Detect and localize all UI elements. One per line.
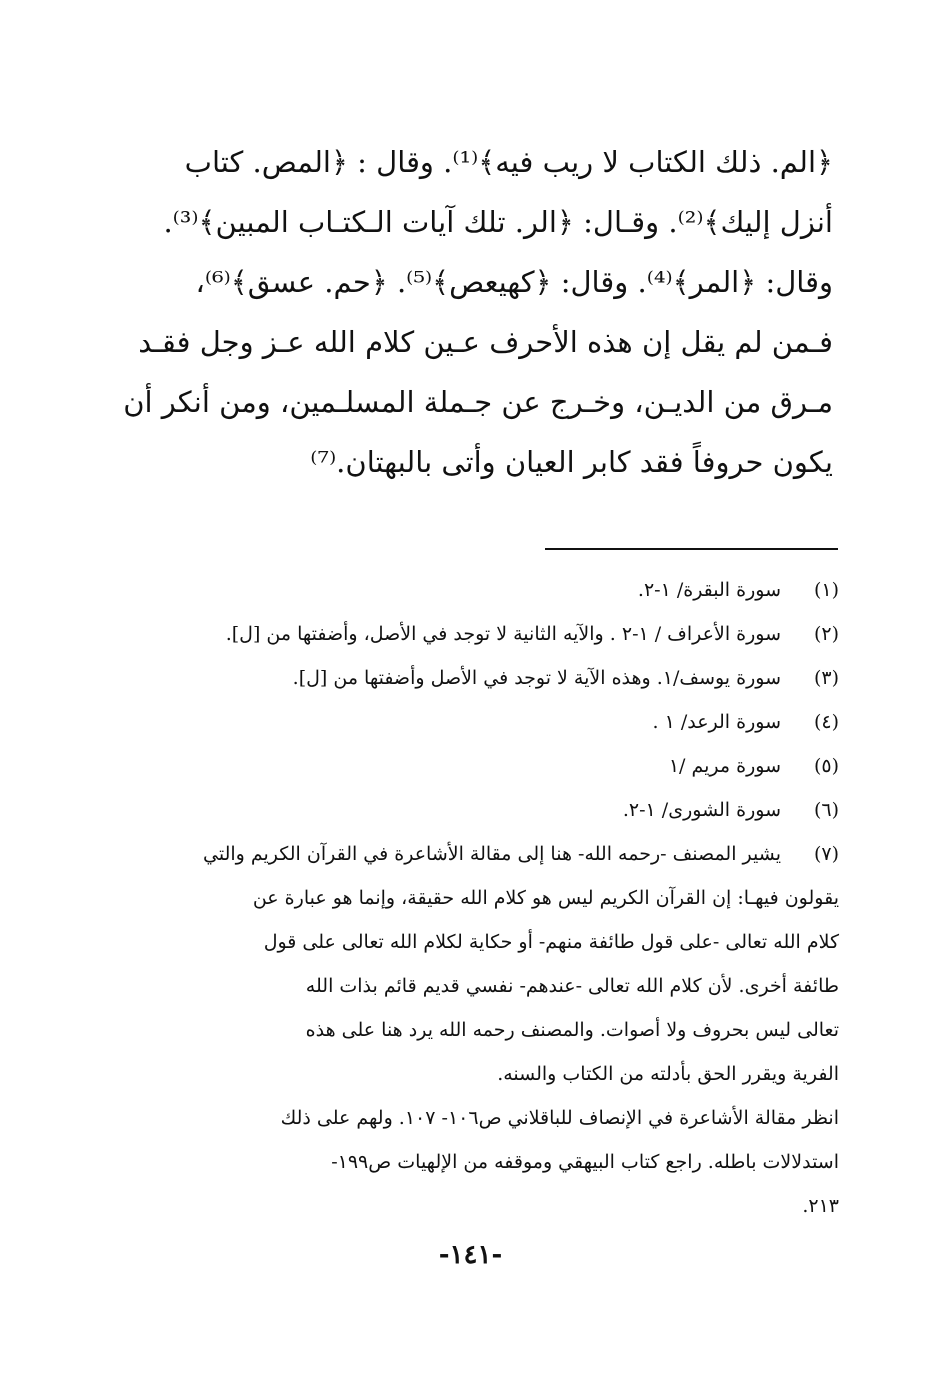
footnote-number: (٣) — [813, 667, 839, 689]
footnote-text: سورة الأعراف / ١-٢ . والآيه الثانية لا توجد في الأصل، وأضفتها من [ل]. — [225, 623, 781, 645]
footnote-text: استدلالات باطله. راجع كتاب البيهقي وموقفه من الإلهيات ص١٩٩- — [331, 1151, 839, 1173]
footnote-number: (٦) — [813, 799, 839, 821]
footnote-text: كلام الله تعالى -على قول طائفة منهم- أو حكاية لكلام الله تعالى على قول — [263, 931, 839, 953]
footnote-2 — [99, 612, 839, 656]
footnote-separator — [545, 548, 838, 550]
main-text-line: ﴿الم. ذلك الكتاب لا ريب فيه﴾⁽¹⁾. وقال : ﴿المص. كتاب — [184, 145, 833, 179]
main-text-line: يكون حروفاً فقد كابر العيان وأتى بالبهتان.⁽⁷⁾ — [310, 445, 833, 479]
footnote-text: تعالى ليس بحروف ولا أصوات. والمصنف رحمه الله يرد هنا على هذه — [305, 1019, 839, 1041]
footnote-number: (٤) — [813, 711, 839, 733]
footnote-7 — [99, 832, 839, 1228]
footnote-number: (٢) — [813, 623, 839, 645]
page-number: -١٤١- — [438, 1240, 503, 1270]
footnote-text: ٢١٣. — [802, 1195, 839, 1217]
footnote-3 — [99, 656, 839, 700]
footnote-text: سورة الرعد/ ١ . — [652, 711, 781, 733]
footnote-number: (١) — [813, 579, 839, 601]
footnote-text: سورة البقرة/ ١-٢. — [637, 579, 781, 601]
footnote-text: الفرية ويقرر الحق بأدلته من الكتاب والسنه. — [497, 1063, 839, 1085]
footnote-5 — [99, 744, 839, 788]
footnote-text: طائفة أخرى. لأن كلام الله تعالى -عندهم- نفسي قديم قائم بذات الله — [305, 975, 839, 997]
footnote-text: سورة يوسف/١. وهذه الآية لا توجد في الأصل وأضفتها من [ل]. — [292, 667, 781, 689]
footnote-number: (٧) — [813, 843, 839, 865]
main-text-line: أنزل إليك﴾⁽²⁾. وقـال: ﴿الر. تلك آيات الـكتـاب المبين﴾⁽³⁾. — [163, 205, 833, 239]
footnote-text: يشير المصنف -رحمه الله- هنا إلى مقالة الأشاعرة في القرآن الكريم والتي — [203, 843, 781, 865]
footnote-4 — [99, 700, 839, 744]
footnote-text: يقولون فيهـا: إن القرآن الكريم ليس هو كلام الله حقيقة، وإنما هو عبارة عن — [252, 887, 839, 909]
main-text — [103, 132, 833, 492]
footnote-1 — [99, 568, 839, 612]
footnote-number: (٥) — [813, 755, 839, 777]
footnote-text: انظر مقالة الأشاعرة في الإنصاف للباقلاني ص١٠٦- ١٠٧. ولهم على ذلك — [280, 1107, 839, 1129]
main-text-line: وقال: ﴿المر﴾⁽⁴⁾. وقال: ﴿كهيعص﴾⁽⁵⁾. ﴿حم. عسق﴾⁽⁶⁾، — [195, 265, 833, 299]
footnotes — [99, 568, 839, 1228]
footnote-6 — [99, 788, 839, 832]
footnote-text: سورة مريم /١ — [668, 755, 781, 777]
main-text-line: فـمن لم يقل إن هذه الأحرف عـين كلام الله عـز وجل فقـد — [138, 325, 833, 359]
footnote-text: سورة الشورى/ ١-٢. — [622, 799, 781, 821]
main-text-line: مـرق من الديـن، وخـرج عن جـملة المسلـمين، ومن أنكر أن — [123, 385, 833, 419]
